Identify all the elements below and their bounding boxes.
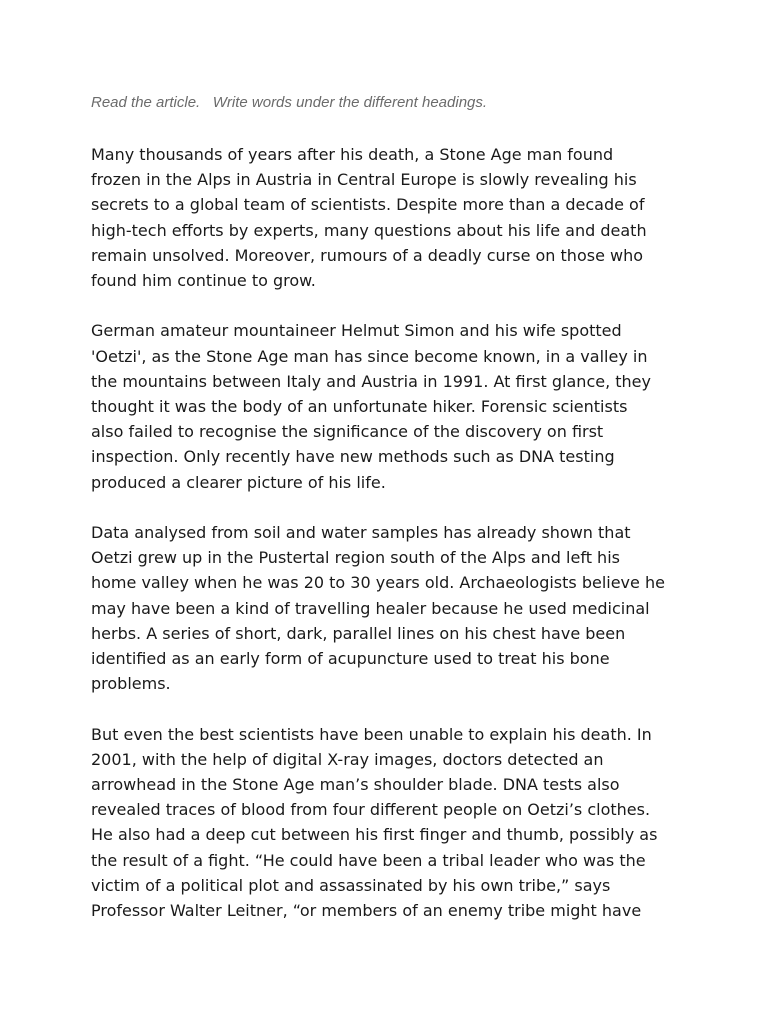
text-line: the result of a fight. “He could have been a tribal leader who was the <box>91 850 646 870</box>
instruction-text: Read the article. Write words under the different headings. <box>91 94 488 111</box>
text-line: Data analysed from soil and water samples has already shown that <box>91 523 631 543</box>
text-line: 2001, with the help of digital X-ray images, doctors detected an <box>91 749 604 769</box>
text-line: But even the best scientists have been unable to explain his death. In <box>91 724 652 744</box>
text-line: Many thousands of years after his death, a Stone Age man found <box>91 145 614 164</box>
text-line: may have been a kind of travelling healer because he used medicinal <box>91 598 650 618</box>
text-line: identified as an early form of acupuncture used to treat his bone <box>91 649 610 669</box>
text-line: victim of a political plot and assassinated by his own tribe,” says <box>91 875 611 895</box>
article-body <box>91 142 691 948</box>
text-line: also failed to recognise the significance of the discovery on first <box>91 422 604 442</box>
text-line: problems. <box>91 674 171 694</box>
text-line: the mountains between Italy and Austria in 1991. At first glance, they <box>91 371 651 391</box>
text-line: remain unsolved. Moreover, rumours of a deadly curse on those who <box>91 245 644 265</box>
text-line: German amateur mountaineer Helmut Simon and his wife spotted <box>91 321 622 341</box>
text-line: revealed traces of blood from four different people on Oetzi’s clothes. <box>91 800 651 820</box>
text-line: herbs. A series of short, dark, parallel lines on his chest have been <box>91 623 626 643</box>
text-line: home valley when he was 20 to 30 years old. Archaeologists believe he <box>91 573 665 593</box>
text-line: Oetzi grew up in the Pustertal region south of the Alps and left his <box>91 548 620 568</box>
article-paragraph-3 <box>91 520 691 696</box>
text-line: He also had a deep cut between his first finger and thumb, possibly as <box>91 825 658 845</box>
text-line: found him continue to grow. <box>91 271 316 291</box>
text-line: produced a clearer picture of his life. <box>91 472 386 492</box>
text-line: frozen in the Alps in Austria in Central Europe is slowly revealing his <box>91 170 637 190</box>
text-line: thought it was the body of an unfortunate hiker. Forensic scientists <box>91 397 628 417</box>
text-line: inspection. Only recently have new methods such as DNA testing <box>91 447 615 467</box>
article-paragraph-4 <box>91 722 691 924</box>
text-line: arrowhead in the Stone Age man’s shoulder blade. DNA tests also <box>91 775 620 795</box>
article-paragraph-1 <box>91 142 691 293</box>
text-line: secrets to a global team of scientists. Despite more than a decade of <box>91 195 645 215</box>
article-paragraph-2 <box>91 318 691 494</box>
text-line: high-tech efforts by experts, many questions about his life and death <box>91 220 647 240</box>
text-line: Professor Walter Leitner, “or members of an enemy tribe might have <box>91 901 642 921</box>
text-line: 'Oetzi', as the Stone Age man has since become known, in a valley in <box>91 346 648 366</box>
